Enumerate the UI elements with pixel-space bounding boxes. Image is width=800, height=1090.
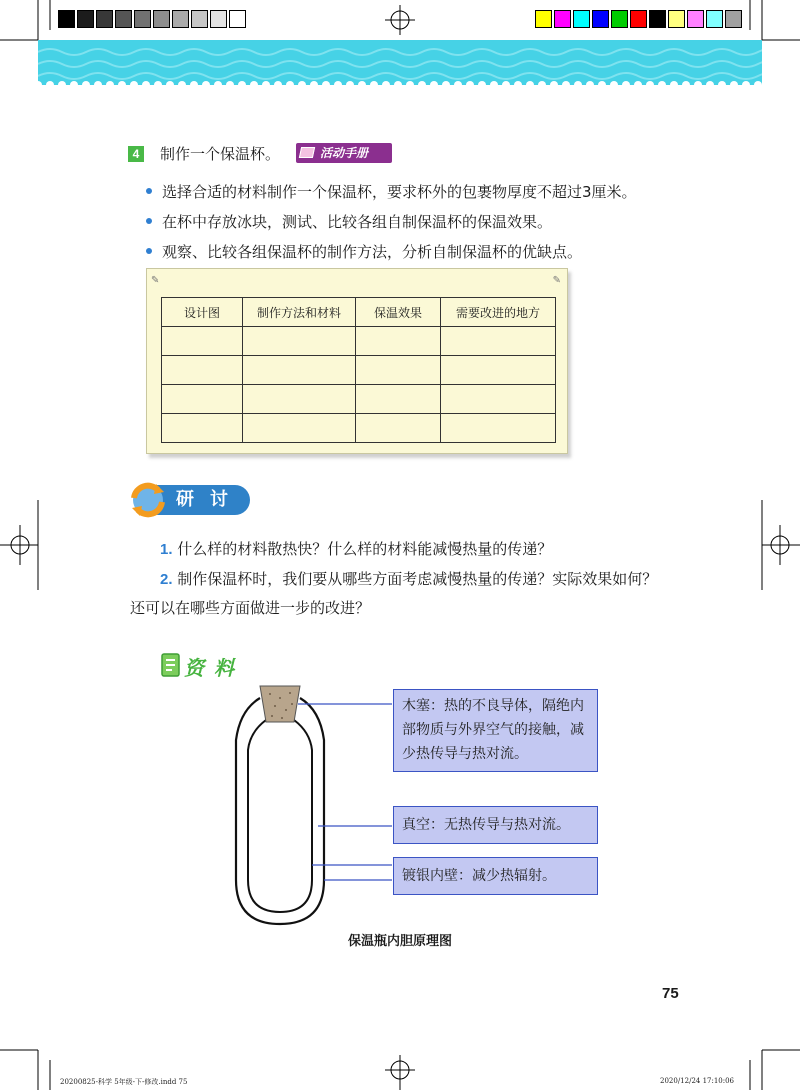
table-cell	[243, 327, 356, 356]
cork-callout: 木塞：热的不良导体，隔绝内部物质与外界空气的接触，减少热传导与热对流。	[393, 689, 598, 772]
table-cell	[441, 414, 556, 443]
table-cell	[162, 356, 243, 385]
discussion-question	[160, 535, 700, 564]
discussion-question	[130, 565, 670, 622]
resource-heading: 资料	[184, 656, 244, 680]
list-item-text: 观察、比较各组保温杯的制作方法，分析自制保温杯的优缺点。	[162, 243, 583, 261]
bullet-dot-icon	[146, 218, 152, 224]
gray-swatch	[115, 10, 132, 28]
color-swatch	[706, 10, 723, 28]
table-cell	[243, 356, 356, 385]
color-swatch	[668, 10, 685, 28]
step-title: 制作一个保温杯。	[160, 145, 281, 163]
flask-inner-wall	[248, 720, 312, 912]
gray-swatch	[134, 10, 151, 28]
refresh-arrows-icon	[126, 480, 170, 520]
table-row	[162, 385, 556, 414]
pin-icon: ✎	[151, 275, 160, 286]
list-item	[146, 241, 582, 262]
wave-pattern	[38, 40, 762, 85]
handbook-book-icon	[299, 147, 315, 158]
table-cell	[162, 414, 243, 443]
list-item	[146, 181, 637, 202]
question-text: 什么样的材料散热快？什么样的材料能减慢热量的传递？	[177, 540, 553, 558]
page-number: 75	[662, 985, 679, 1002]
gray-swatch	[58, 10, 75, 28]
table-cell	[356, 414, 441, 443]
list-item	[146, 211, 552, 232]
diagram-caption: 保温瓶内胆原理图	[347, 934, 452, 949]
table-cell	[162, 327, 243, 356]
vacuum-callout: 真空：无热传导与热对流。	[393, 806, 598, 844]
table-row	[162, 356, 556, 385]
registration-mark-top	[385, 5, 415, 35]
color-swatch	[535, 10, 552, 28]
step-number-badge: 4	[128, 146, 144, 162]
color-swatch	[554, 10, 571, 28]
color-swatch	[573, 10, 590, 28]
table-header-cell: 保温效果	[356, 298, 441, 327]
worksheet-card	[146, 268, 568, 454]
table-header-cell: 制作方法和材料	[243, 298, 356, 327]
question-number: 2.	[160, 571, 173, 588]
table-cell	[356, 327, 441, 356]
footer-file-info: 20200825-科学 5年级-下-修改.indd 75	[60, 1078, 188, 1086]
gray-swatch	[210, 10, 227, 28]
color-swatch	[687, 10, 704, 28]
table-row	[162, 414, 556, 443]
gray-swatch	[96, 10, 113, 28]
cork-icon	[260, 686, 300, 722]
bullet-dot-icon	[146, 188, 152, 194]
color-swatch	[592, 10, 609, 28]
color-swatch	[630, 10, 647, 28]
table-header-cell: 需要改进的地方	[441, 298, 556, 327]
gray-swatch	[191, 10, 208, 28]
footer-timestamp: 2020/12/24 17:10:06	[660, 1077, 735, 1085]
table-cell	[441, 327, 556, 356]
table-row	[162, 327, 556, 356]
record-table	[161, 297, 556, 443]
discussion-heading: 研讨	[176, 489, 244, 510]
table-header-cell: 设计图	[162, 298, 243, 327]
question-text: 制作保温杯时，我们要从哪些方面考虑减慢热量的传递？实际效果如何？还可以在哪些方面做进一步的改进？	[130, 570, 658, 617]
question-number: 1.	[160, 541, 173, 558]
color-swatch	[611, 10, 628, 28]
color-swatch	[649, 10, 666, 28]
color-swatch	[725, 10, 742, 28]
table-cell	[243, 385, 356, 414]
table-header-row	[162, 298, 556, 327]
gray-swatch	[172, 10, 189, 28]
table-cell	[243, 414, 356, 443]
gray-swatch	[77, 10, 94, 28]
registration-mark-right	[762, 500, 800, 590]
table-cell	[356, 356, 441, 385]
list-item-text: 选择合适的材料制作一个保温杯，要求杯外的包裹物厚度不超过3厘米。	[162, 183, 637, 201]
list-item-text: 在杯中存放冰块，测试、比较各组自制保温杯的保温效果。	[162, 213, 553, 231]
bullet-dot-icon	[146, 248, 152, 254]
table-cell	[356, 385, 441, 414]
table-cell	[441, 356, 556, 385]
gray-swatch	[153, 10, 170, 28]
silver-wall-callout: 镀银内壁：减少热辐射。	[393, 857, 598, 895]
table-cell	[162, 385, 243, 414]
header-banner	[38, 40, 762, 85]
registration-mark-left	[0, 500, 38, 590]
pin-icon: ✎	[552, 275, 561, 286]
table-cell	[441, 385, 556, 414]
activity-handbook-tag	[296, 143, 392, 163]
resource-book-icon	[160, 652, 182, 678]
registration-mark-bottom	[385, 1055, 415, 1090]
gray-swatch	[229, 10, 246, 28]
handbook-label: 活动手册	[320, 146, 369, 160]
